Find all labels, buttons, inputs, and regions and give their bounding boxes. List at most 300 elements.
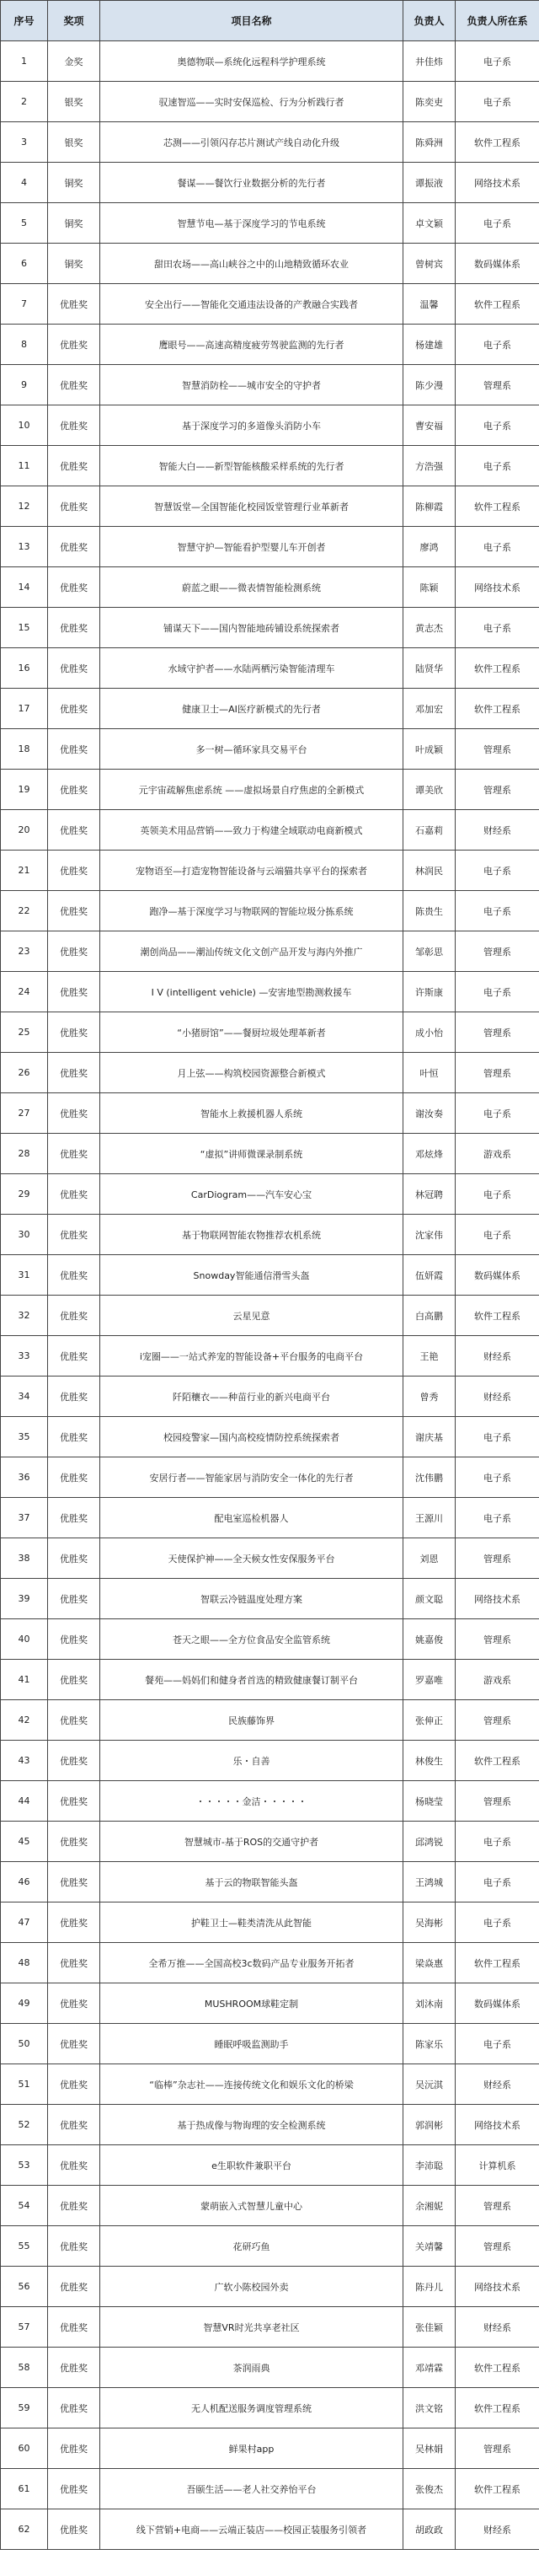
cell-department: 财经系	[456, 1377, 539, 1417]
cell-project: 智慧VR时光共享老社区	[100, 2307, 403, 2348]
cell-index: 15	[1, 608, 48, 648]
table-row	[1, 1255, 539, 1296]
cell-project: 潮创尚品——潮汕传统文化文创产品开发与海内外推广	[100, 931, 403, 972]
cell-award: 优胜奖	[48, 1943, 100, 1983]
cell-leader: 邓炫烽	[403, 1134, 456, 1174]
cell-department: 电子系	[456, 1498, 539, 1538]
cell-project: 安居行者——智能家居与消防安全一体化的先行者	[100, 1457, 403, 1498]
cell-award: 优胜奖	[48, 2509, 100, 2550]
cell-project: 花研巧鱼	[100, 2226, 403, 2267]
table-row	[1, 648, 539, 689]
cell-award: 优胜奖	[48, 931, 100, 972]
cell-project: 阡陌穰衣——种苗行业的新兴电商平台	[100, 1377, 403, 1417]
table-row	[1, 1822, 539, 1862]
cell-award: 优胜奖	[48, 972, 100, 1012]
cell-index: 21	[1, 851, 48, 891]
cell-index: 6	[1, 244, 48, 284]
cell-index: 27	[1, 1093, 48, 1134]
table-row	[1, 284, 539, 325]
cell-award: 优胜奖	[48, 2105, 100, 2145]
cell-award: 优胜奖	[48, 648, 100, 689]
cell-leader: 曾秀	[403, 1377, 456, 1417]
cell-award: 优胜奖	[48, 1619, 100, 1660]
table-row	[1, 567, 539, 608]
cell-department: 电子系	[456, 851, 539, 891]
cell-department: 管理系	[456, 729, 539, 770]
cell-index: 31	[1, 1255, 48, 1296]
cell-project: 水域守护者——水陆两栖污染智能清理车	[100, 648, 403, 689]
cell-award: 优胜奖	[48, 770, 100, 810]
cell-index: 4	[1, 163, 48, 203]
cell-index: 30	[1, 1215, 48, 1255]
cell-index: 22	[1, 891, 48, 931]
table-row	[1, 244, 539, 284]
cell-department: 财经系	[456, 2307, 539, 2348]
cell-leader: 林冠聘	[403, 1174, 456, 1215]
cell-project: 智能大白——新型智能核酸采样系统的先行者	[100, 446, 403, 486]
cell-project: “临棒”杂志社——连接传统文化和娱乐文化的桥梁	[100, 2064, 403, 2105]
cell-index: 10	[1, 405, 48, 446]
cell-index: 5	[1, 203, 48, 244]
cell-department: 电子系	[456, 608, 539, 648]
cell-project: 智慧节电—基于深度学习的节电系统	[100, 203, 403, 244]
cell-project: 智慧守护—智能看护型婴儿车开创者	[100, 527, 403, 567]
cell-project: Snowday智能通信滑雪头盔	[100, 1255, 403, 1296]
cell-project: 基于云的物联智能头盔	[100, 1862, 403, 1902]
table-row	[1, 2145, 539, 2186]
cell-award: 优胜奖	[48, 1255, 100, 1296]
cell-project: 天使保护神——全天候女性安保服务平台	[100, 1538, 403, 1579]
cell-award: 铜奖	[48, 203, 100, 244]
table-row	[1, 1579, 539, 1619]
cell-index: 18	[1, 729, 48, 770]
cell-leader: 谢汝奏	[403, 1093, 456, 1134]
cell-leader: 杨晓莹	[403, 1781, 456, 1822]
cell-leader: 卓文颖	[403, 203, 456, 244]
cell-department: 管理系	[456, 1619, 539, 1660]
cell-project: 安全出行——智能化交通违法设备的产教融合实践者	[100, 284, 403, 325]
cell-leader: 吴林娟	[403, 2428, 456, 2469]
table-row	[1, 2186, 539, 2226]
cell-award: 优胜奖	[48, 567, 100, 608]
cell-index: 44	[1, 1781, 48, 1822]
cell-department: 电子系	[456, 203, 539, 244]
cell-project: 云星见意	[100, 1296, 403, 1336]
cell-leader: 郭润彬	[403, 2105, 456, 2145]
table-row	[1, 608, 539, 648]
cell-project: 铺谋天下——国内智能地砖铺设系统探索者	[100, 608, 403, 648]
cell-department: 软件工程系	[456, 1296, 539, 1336]
cell-award: 铜奖	[48, 163, 100, 203]
cell-project: 无人机配送服务调度管理系统	[100, 2388, 403, 2428]
cell-department: 网络技术系	[456, 2267, 539, 2307]
cell-award: 优胜奖	[48, 1538, 100, 1579]
cell-leader: 杨建雄	[403, 325, 456, 365]
cell-award: 优胜奖	[48, 1336, 100, 1377]
table-row	[1, 1134, 539, 1174]
table-row	[1, 2105, 539, 2145]
cell-index: 49	[1, 1983, 48, 2024]
cell-award: 铜奖	[48, 244, 100, 284]
cell-award: 优胜奖	[48, 2267, 100, 2307]
cell-department: 网络技术系	[456, 567, 539, 608]
table-row	[1, 1902, 539, 1943]
cell-leader: 洪文铭	[403, 2388, 456, 2428]
cell-department: 电子系	[456, 2024, 539, 2064]
header-department: 负责人所在系	[456, 1, 539, 41]
cell-award: 优胜奖	[48, 446, 100, 486]
cell-index: 57	[1, 2307, 48, 2348]
cell-department: 网络技术系	[456, 2105, 539, 2145]
cell-leader: 石嘉莉	[403, 810, 456, 851]
cell-department: 管理系	[456, 1538, 539, 1579]
cell-award: 优胜奖	[48, 1983, 100, 2024]
cell-award: 优胜奖	[48, 1781, 100, 1822]
table-row	[1, 689, 539, 729]
cell-department: 电子系	[456, 1417, 539, 1457]
cell-project: 鹰眼号——高速高精度疲劳驾驶监测的先行者	[100, 325, 403, 365]
cell-leader: 刘沐南	[403, 1983, 456, 2024]
cell-leader: 谭振液	[403, 163, 456, 203]
cell-department: 电子系	[456, 972, 539, 1012]
cell-department: 游戏系	[456, 1134, 539, 1174]
header-award: 奖项	[48, 1, 100, 41]
cell-award: 银奖	[48, 122, 100, 163]
table-row	[1, 41, 539, 82]
cell-department: 管理系	[456, 2428, 539, 2469]
cell-leader: 沈家伟	[403, 1215, 456, 1255]
cell-project: 鲜果村app	[100, 2428, 403, 2469]
cell-department: 游戏系	[456, 1660, 539, 1700]
cell-department: 软件工程系	[456, 1741, 539, 1781]
cell-department: 电子系	[456, 1862, 539, 1902]
table-row	[1, 1498, 539, 1538]
cell-project: 基于热成像与物询理的安全检测系统	[100, 2105, 403, 2145]
table-row	[1, 2064, 539, 2105]
cell-award: 优胜奖	[48, 527, 100, 567]
table-row	[1, 446, 539, 486]
cell-leader: 颜文聪	[403, 1579, 456, 1619]
cell-project: 蔚蓝之眼——微表情智能检测系统	[100, 567, 403, 608]
cell-department: 电子系	[456, 325, 539, 365]
cell-project: e生职软件兼职平台	[100, 2145, 403, 2186]
cell-project: CarDiogram——汽车安心宝	[100, 1174, 403, 1215]
cell-index: 41	[1, 1660, 48, 1700]
cell-award: 优胜奖	[48, 1215, 100, 1255]
cell-department: 软件工程系	[456, 284, 539, 325]
cell-leader: 邓加宏	[403, 689, 456, 729]
cell-leader: 黄志杰	[403, 608, 456, 648]
cell-index: 51	[1, 2064, 48, 2105]
header-index: 序号	[1, 1, 48, 41]
cell-award: 优胜奖	[48, 1498, 100, 1538]
cell-project: 茶润雨典	[100, 2348, 403, 2388]
cell-leader: 林润民	[403, 851, 456, 891]
table-row	[1, 1417, 539, 1457]
table-row	[1, 1093, 539, 1134]
table-row	[1, 1336, 539, 1377]
table-row	[1, 851, 539, 891]
cell-department: 软件工程系	[456, 648, 539, 689]
table-row	[1, 1700, 539, 1741]
cell-project: 奥德物联—系统化远程科学护理系统	[100, 41, 403, 82]
cell-leader: 李沛聪	[403, 2145, 456, 2186]
cell-department: 数码媒体系	[456, 244, 539, 284]
cell-department: 软件工程系	[456, 689, 539, 729]
cell-project: 餐苑——妈妈们和健身者首选的精致健康餐订制平台	[100, 1660, 403, 1700]
cell-index: 7	[1, 284, 48, 325]
cell-award: 优胜奖	[48, 2064, 100, 2105]
cell-leader: 陈奕吏	[403, 82, 456, 122]
cell-department: 软件工程系	[456, 2388, 539, 2428]
cell-index: 9	[1, 365, 48, 405]
cell-project: 多一树—循环家具交易平台	[100, 729, 403, 770]
table-row	[1, 2267, 539, 2307]
cell-award: 优胜奖	[48, 1296, 100, 1336]
cell-award: 优胜奖	[48, 365, 100, 405]
cell-award: 优胜奖	[48, 851, 100, 891]
cell-award: 优胜奖	[48, 1862, 100, 1902]
cell-award: 优胜奖	[48, 1660, 100, 1700]
cell-award: 优胜奖	[48, 1579, 100, 1619]
cell-award: 优胜奖	[48, 405, 100, 446]
cell-project: ・・・・・金洁・・・・・	[100, 1781, 403, 1822]
cell-department: 电子系	[456, 405, 539, 446]
cell-leader: 陆贤华	[403, 648, 456, 689]
cell-project: 芯测——引领闪存芯片测试产线自动化升级	[100, 122, 403, 163]
cell-index: 52	[1, 2105, 48, 2145]
cell-department: 电子系	[456, 82, 539, 122]
cell-index: 17	[1, 689, 48, 729]
table-row	[1, 1538, 539, 1579]
cell-index: 19	[1, 770, 48, 810]
cell-index: 61	[1, 2469, 48, 2509]
cell-index: 50	[1, 2024, 48, 2064]
cell-award: 优胜奖	[48, 1741, 100, 1781]
cell-leader: 张俊杰	[403, 2469, 456, 2509]
cell-project: 蒙萌嵌入式智慧儿童中心	[100, 2186, 403, 2226]
cell-department: 管理系	[456, 365, 539, 405]
cell-leader: 姚嘉俊	[403, 1619, 456, 1660]
cell-award: 优胜奖	[48, 284, 100, 325]
cell-award: 优胜奖	[48, 1134, 100, 1174]
cell-award: 优胜奖	[48, 1700, 100, 1741]
cell-project: 护鞋卫士—鞋类清洗从此智能	[100, 1902, 403, 1943]
cell-leader: 吴海彬	[403, 1902, 456, 1943]
cell-award: 优胜奖	[48, 1377, 100, 1417]
cell-project: 健康卫士—AI医疗新模式的先行者	[100, 689, 403, 729]
table-row	[1, 325, 539, 365]
cell-index: 14	[1, 567, 48, 608]
cell-index: 3	[1, 122, 48, 163]
cell-award: 优胜奖	[48, 1902, 100, 1943]
table-row	[1, 82, 539, 122]
cell-department: 电子系	[456, 1093, 539, 1134]
table-row	[1, 1012, 539, 1053]
cell-department: 管理系	[456, 1700, 539, 1741]
cell-index: 25	[1, 1012, 48, 1053]
cell-leader: 王鸿城	[403, 1862, 456, 1902]
cell-project: “虚拟”讲师微课录制系统	[100, 1134, 403, 1174]
table-row	[1, 891, 539, 931]
cell-department: 电子系	[456, 1457, 539, 1498]
cell-department: 财经系	[456, 810, 539, 851]
cell-award: 优胜奖	[48, 2348, 100, 2388]
cell-leader: 谭美欣	[403, 770, 456, 810]
table-row	[1, 810, 539, 851]
cell-project: 元宇宙疏解焦虑系统 ——虚拟场景自疗焦虑的全新模式	[100, 770, 403, 810]
cell-leader: 陈颖	[403, 567, 456, 608]
table-row	[1, 1296, 539, 1336]
table-row	[1, 2024, 539, 2064]
cell-department: 管理系	[456, 1053, 539, 1093]
cell-department: 管理系	[456, 2226, 539, 2267]
cell-index: 20	[1, 810, 48, 851]
cell-project: 校园疫警家—国内高校疫情防控系统探索者	[100, 1417, 403, 1457]
table-row	[1, 1457, 539, 1498]
cell-index: 46	[1, 1862, 48, 1902]
cell-project: 乐・自善	[100, 1741, 403, 1781]
table-row	[1, 1741, 539, 1781]
table-row	[1, 163, 539, 203]
table-row	[1, 2388, 539, 2428]
cell-department: 网络技术系	[456, 1579, 539, 1619]
cell-award: 优胜奖	[48, 486, 100, 527]
cell-award: 优胜奖	[48, 2388, 100, 2428]
cell-project: 宠物语至—打造宠物智能设备与云端猫共享平台的探索者	[100, 851, 403, 891]
cell-project: I V (intelligent vehicle) —安害地型勘测救援车	[100, 972, 403, 1012]
table-row	[1, 931, 539, 972]
cell-department: 电子系	[456, 1822, 539, 1862]
cell-project: 智慧消防栓——城市安全的守护者	[100, 365, 403, 405]
table-row	[1, 1781, 539, 1822]
cell-project: 基于物联网智能农物推荐农机系统	[100, 1215, 403, 1255]
cell-department: 软件工程系	[456, 122, 539, 163]
cell-index: 13	[1, 527, 48, 567]
table-row	[1, 2226, 539, 2267]
cell-leader: 谢庆基	[403, 1417, 456, 1457]
cell-leader: 罗嘉唯	[403, 1660, 456, 1700]
table-row	[1, 1983, 539, 2024]
cell-department: 管理系	[456, 2186, 539, 2226]
table-row	[1, 1862, 539, 1902]
cell-award: 优胜奖	[48, 2307, 100, 2348]
table-row	[1, 1174, 539, 1215]
table-row	[1, 1619, 539, 1660]
cell-project: MUSHROOM球鞋定制	[100, 1983, 403, 2024]
cell-department: 管理系	[456, 770, 539, 810]
cell-project: 吾颐生活——老人社交养怡平台	[100, 2469, 403, 2509]
cell-leader: 陈贵生	[403, 891, 456, 931]
cell-department: 财经系	[456, 1336, 539, 1377]
cell-award: 优胜奖	[48, 2226, 100, 2267]
cell-department: 电子系	[456, 1174, 539, 1215]
cell-leader: 廖鸿	[403, 527, 456, 567]
cell-leader: 邓靖霖	[403, 2348, 456, 2388]
cell-leader: 叶成颖	[403, 729, 456, 770]
cell-department: 计算机系	[456, 2145, 539, 2186]
table-row	[1, 1053, 539, 1093]
cell-project: 智能水上救援机器人系统	[100, 1093, 403, 1134]
cell-award: 银奖	[48, 82, 100, 122]
cell-award: 优胜奖	[48, 689, 100, 729]
cell-department: 电子系	[456, 1902, 539, 1943]
cell-department: 数码媒体系	[456, 1983, 539, 2024]
cell-leader: 陈丹儿	[403, 2267, 456, 2307]
cell-index: 62	[1, 2509, 48, 2550]
cell-index: 59	[1, 2388, 48, 2428]
cell-department: 管理系	[456, 1781, 539, 1822]
cell-award: 优胜奖	[48, 1822, 100, 1862]
cell-index: 40	[1, 1619, 48, 1660]
table-row	[1, 122, 539, 163]
cell-index: 48	[1, 1943, 48, 1983]
cell-award: 优胜奖	[48, 2469, 100, 2509]
cell-department: 网络技术系	[456, 163, 539, 203]
cell-leader: 王艳	[403, 1336, 456, 1377]
cell-project: 基于深度学习的多道像头消防小车	[100, 405, 403, 446]
table-row	[1, 1377, 539, 1417]
cell-award: 优胜奖	[48, 325, 100, 365]
cell-project: 智慧城市-基于ROS的交通守护者	[100, 1822, 403, 1862]
cell-leader: 刘恩	[403, 1538, 456, 1579]
cell-project: 苍天之眼——全方位食品安全监管系统	[100, 1619, 403, 1660]
table-row	[1, 1660, 539, 1700]
cell-award: 优胜奖	[48, 810, 100, 851]
cell-project: 甜田农场——高山峡谷之中的山地精致循环农业	[100, 244, 403, 284]
cell-leader: 陈舜洲	[403, 122, 456, 163]
cell-project: 英领美术用品营销——致力于构建全域联动电商新模式	[100, 810, 403, 851]
cell-index: 26	[1, 1053, 48, 1093]
cell-index: 54	[1, 2186, 48, 2226]
cell-project: 餐谋——餐饮行业数据分析的先行者	[100, 163, 403, 203]
cell-index: 45	[1, 1822, 48, 1862]
cell-leader: 伍妍霞	[403, 1255, 456, 1296]
cell-leader: 林俊生	[403, 1741, 456, 1781]
cell-index: 24	[1, 972, 48, 1012]
cell-project: i宠圈——一站式养宠的智能设备+平台服务的电商平台	[100, 1336, 403, 1377]
cell-leader: 井佳炜	[403, 41, 456, 82]
cell-index: 2	[1, 82, 48, 122]
cell-index: 8	[1, 325, 48, 365]
cell-project: 配电室巡检机器人	[100, 1498, 403, 1538]
cell-leader: 许斯康	[403, 972, 456, 1012]
cell-project: 驭速智巡——实时安保巡检、行为分析践行者	[100, 82, 403, 122]
cell-leader: 王源川	[403, 1498, 456, 1538]
cell-project: 月上弦——构筑校园资源整合新模式	[100, 1053, 403, 1093]
cell-index: 58	[1, 2348, 48, 2388]
cell-award: 优胜奖	[48, 2186, 100, 2226]
cell-leader: 曹安福	[403, 405, 456, 446]
cell-index: 35	[1, 1417, 48, 1457]
cell-leader: 温馨	[403, 284, 456, 325]
cell-leader: 余湘妮	[403, 2186, 456, 2226]
cell-index: 1	[1, 41, 48, 82]
cell-index: 29	[1, 1174, 48, 1215]
cell-index: 42	[1, 1700, 48, 1741]
cell-leader: 邱鸿锐	[403, 1822, 456, 1862]
cell-project: 民族藤饰界	[100, 1700, 403, 1741]
cell-leader: 胡政政	[403, 2509, 456, 2550]
cell-award: 金奖	[48, 41, 100, 82]
cell-department: 电子系	[456, 527, 539, 567]
cell-department: 财经系	[456, 2064, 539, 2105]
cell-department: 数码媒体系	[456, 1255, 539, 1296]
cell-leader: 陈家乐	[403, 2024, 456, 2064]
table-row	[1, 203, 539, 244]
cell-index: 38	[1, 1538, 48, 1579]
table-row	[1, 972, 539, 1012]
